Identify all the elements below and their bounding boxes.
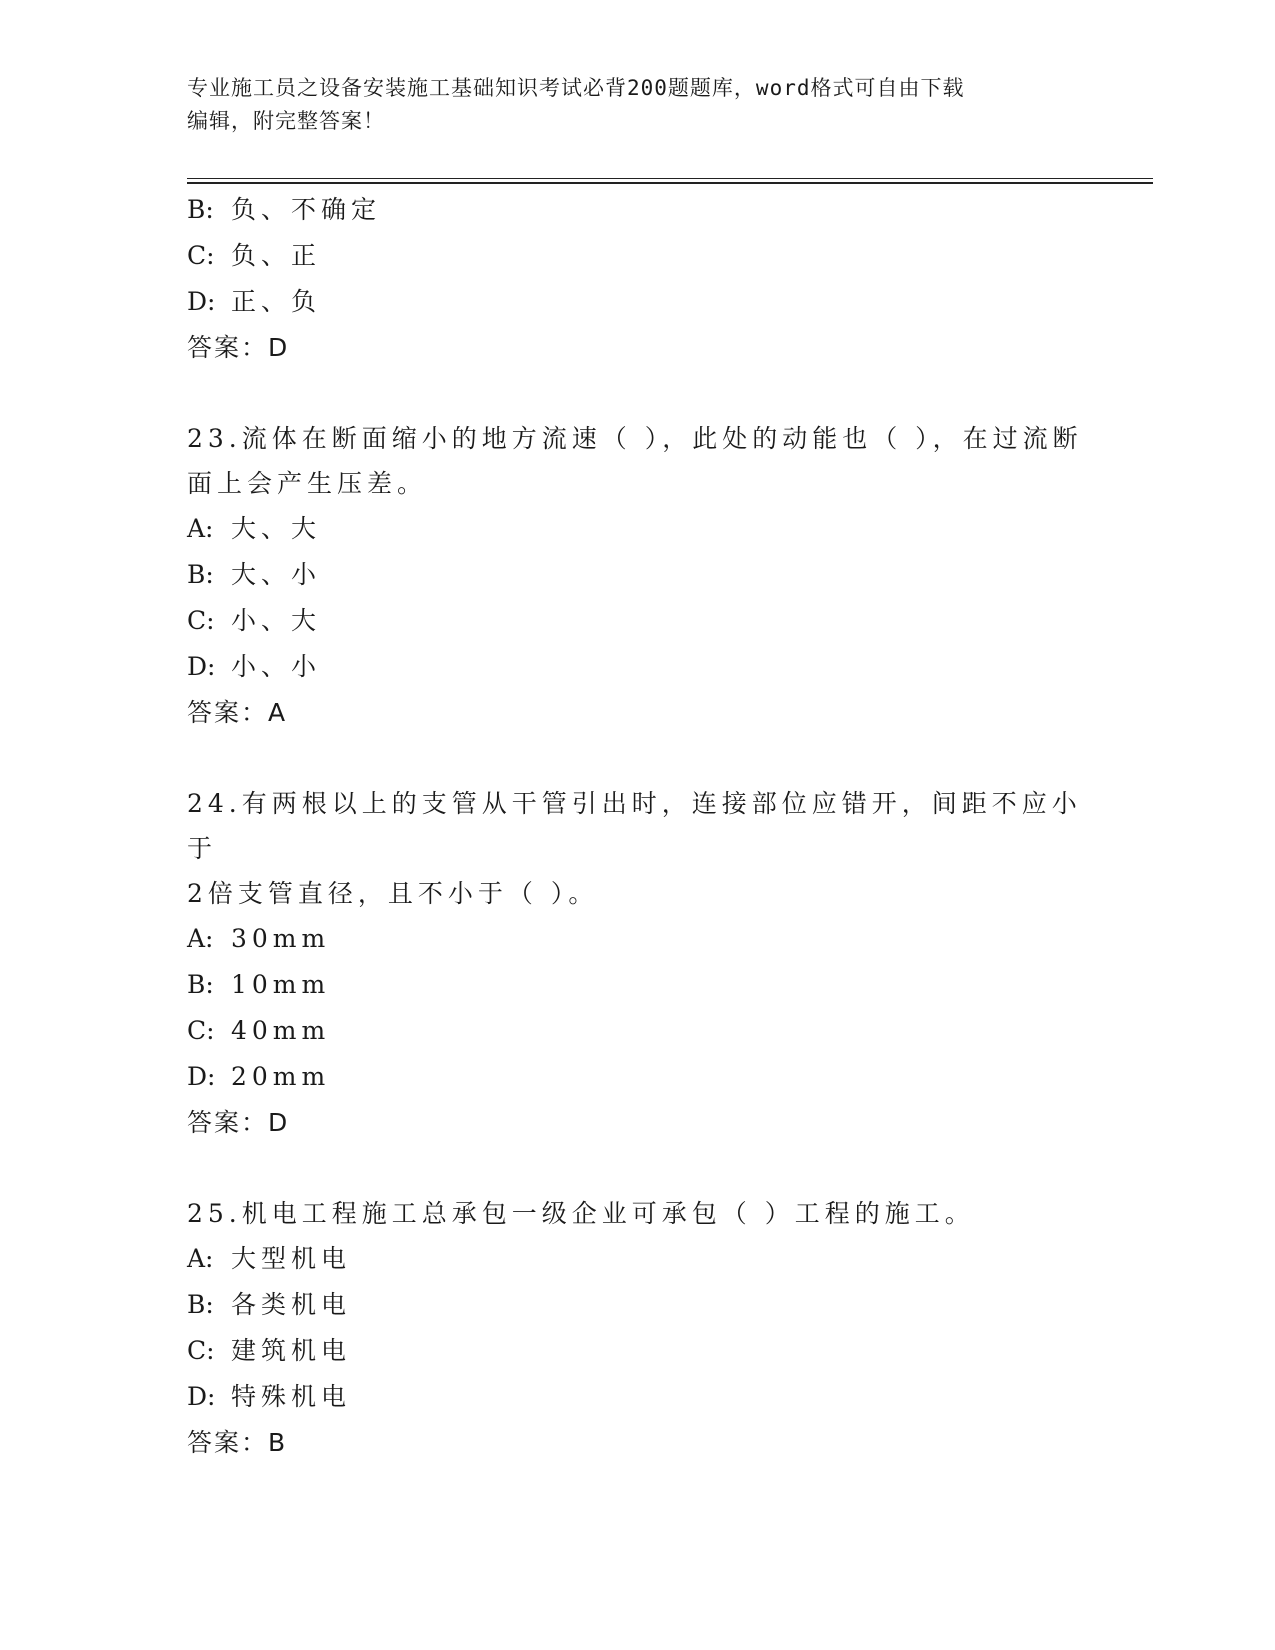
answer-line: 答案：A xyxy=(187,698,288,727)
header-title-line-2: 编辑，附完整答案！ xyxy=(187,109,385,133)
option-d: D: 小、小 xyxy=(187,652,322,681)
option-a: A: 30mm xyxy=(187,924,331,953)
option-b: B: 10mm xyxy=(187,970,331,999)
answer-line: 答案：D xyxy=(187,333,290,362)
answer-line: 答案：D xyxy=(187,1108,290,1137)
question-list xyxy=(187,187,1087,1466)
option-a: A: 大型机电 xyxy=(187,1244,352,1273)
question-23 xyxy=(187,416,1087,736)
question-text: 25.机电工程施工总承包一级企业可承包（ ）工程的施工。 xyxy=(187,1199,975,1228)
question-24 xyxy=(187,781,1087,1146)
option-c: C: 建筑机电 xyxy=(187,1336,352,1365)
option-d: D: 正、负 xyxy=(187,287,322,316)
option-d: D: 20mm xyxy=(187,1062,331,1091)
option-c: C: 负、正 xyxy=(187,241,322,270)
option-b: B: 负、不确定 xyxy=(187,195,382,224)
question-text: 24.有两根以上的支管从干管引出时，连接部位应错开，间距不应小于 2倍支管直径，且不小于（ ）。 xyxy=(187,789,1082,908)
option-a: A: 大、大 xyxy=(187,514,322,543)
header-divider-thin xyxy=(187,178,1153,179)
option-b: B: 大、小 xyxy=(187,560,322,589)
question-25 xyxy=(187,1191,1087,1466)
question-22-partial xyxy=(187,187,1087,371)
option-c: C: 小、大 xyxy=(187,606,322,635)
header-divider-thick xyxy=(187,182,1153,184)
option-c: C: 40mm xyxy=(187,1016,331,1045)
option-d: D: 特殊机电 xyxy=(187,1382,352,1411)
question-text: 23.流体在断面缩小的地方流速（ ），此处的动能也（ ），在过流断 面上会产生压差。 xyxy=(187,424,1083,498)
answer-line: 答案：B xyxy=(187,1428,288,1457)
header-title-line-1: 专业施工员之设备安装施工基础知识考试必背200题题库，word格式可自由下载 xyxy=(187,76,965,100)
document-header xyxy=(187,72,1087,138)
option-b: B: 各类机电 xyxy=(187,1290,352,1319)
